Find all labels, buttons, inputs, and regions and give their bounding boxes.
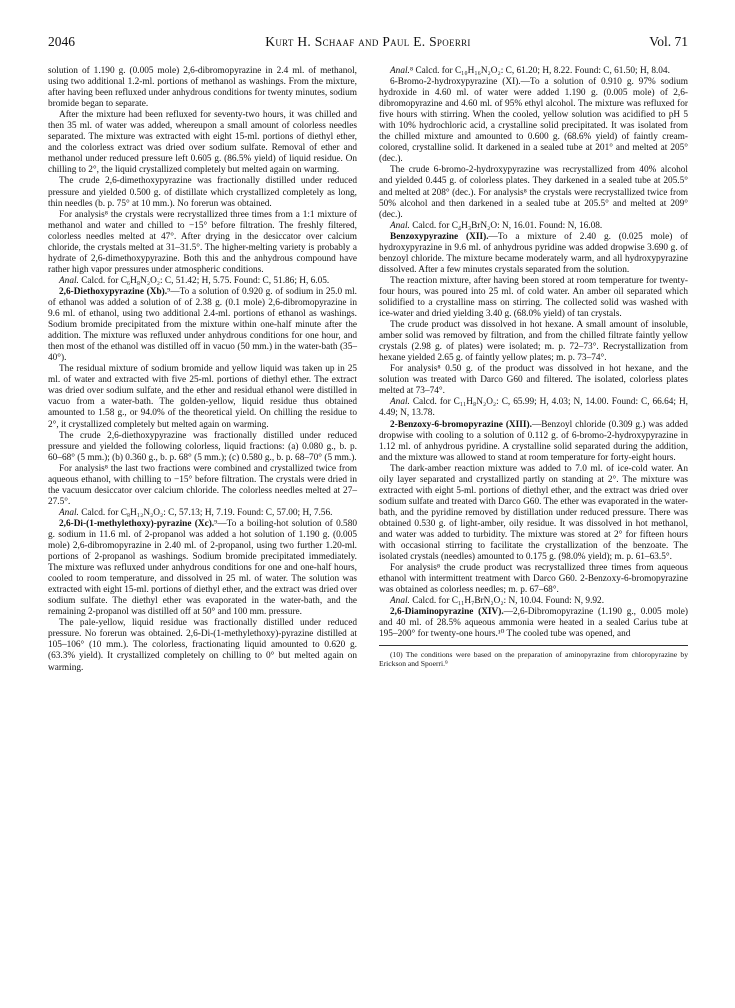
- paragraph: [379, 276, 688, 320]
- paragraph: [379, 563, 688, 596]
- paragraph-text: Calcd. for C₁₁H₇BrN₂O₂: N, 10.04. Found: N, 9.92.: [409, 596, 605, 607]
- paragraph-text: 6-Bromo-2-hydroxypyrazine (XI).—To a solution of 0.910 g. 97% sodium hydroxide in 4.60 ml. of water were added 1.190 g. (0.005 mole) of 2,6-dibromopyrazine and 4.60 ml. of 95% ethyl alcohol. The mixture was refluxed for five hours with stirring. When the cooled, yellow solution was acidified to pH 5 with 10% hydrochloric acid, a crystalline solid precipitated. It was isolated from the chilled mixture and amounted to 0.600 g. (68.6% yield) of faintly cream-colored, crystalline solid. It darkened in a sealed tube at 201° and melted at 205° (dec.).: [379, 77, 688, 165]
- compound-heading: 2,6-Di-(1-methylethoxy)-pyrazine (Xc).: [59, 518, 215, 529]
- paragraph: [48, 287, 357, 364]
- paragraph: [379, 607, 688, 640]
- page-number: 2046: [48, 34, 75, 49]
- paragraph: [48, 66, 357, 110]
- paragraph: [48, 364, 357, 430]
- footnote: [379, 645, 688, 668]
- volume-label: Vol. 71: [649, 34, 688, 49]
- analysis-label: Anal.: [59, 507, 79, 518]
- paragraph-text: After the mixture had been refluxed for seventy-two hours, it was chilled and then 35 ml. of water was added, whereupon a small amount of colorless needles separated. The mixture was extracted with eight 15-ml. portions of diethyl ether, and the colorless extract was dried over sodium sulfate. Removal of ether and methanol under reduced pressure left 0.605 g. (86.5% yield) of liquid residue. On chilling to 2°, the liquid crystallized completely but melted again on warming.: [48, 110, 357, 176]
- paragraph-text: —To a mixture of 2.40 g. (0.025 mole) of hydroxypyrazine in 9.6 ml. of anhydrous pyridine was added dropwise 3.690 g. of benzoyl chloride. The mixture became moderately warm, and all hydroxypyrazine dissolved. After a few minutes crystals separated from the solution.: [379, 231, 688, 275]
- paragraph: [379, 165, 688, 220]
- paragraph: [48, 176, 357, 209]
- paragraph: [379, 364, 688, 397]
- paragraph-text: Calcd. for C₈H₁₂N₂O₂: C, 57.13; H, 7.19. Found: C, 57.00; H, 7.56.: [78, 507, 333, 518]
- compound-heading: 2,6-Diethoxypyrazine (Xb).: [59, 286, 168, 297]
- paragraph: [379, 221, 688, 232]
- right-column: [379, 66, 688, 668]
- paragraph: [48, 210, 357, 276]
- left-column: [48, 66, 357, 674]
- paragraph: [48, 508, 357, 519]
- paragraph-text: For analysis⁸ the crystals were recrystallized three times from a 1:1 mixture of methanol and water and chilled to −15° before filtration. The freshly filtered, colorless needles melted at 47°. After drying in the desiccator over calcium chloride, the crystals melted at 31–31.5°. The higher-melting variety is probably a hydrate of 2,6-dimethoxypyrazine. Both this and the anhydrous compound have rather high vapor pressures under atmospheric conditions.: [48, 209, 357, 275]
- paragraph: [379, 464, 688, 563]
- paragraph-text: For analysis⁸ the crude product was recrystallized three times from aqueous ethanol with intermittent treatment with Darco G60. 2-Benzoxy-6-bromopyrazine was obtained as colorless needles; m. p. 67–68°.: [379, 563, 688, 596]
- paragraph-text: Calcd. for C₆H₈N₂O₂: C, 51.42; H, 5.75. Found: C, 51.86; H, 6.05.: [78, 275, 330, 286]
- paragraph: [48, 110, 357, 176]
- analysis-label: Anal.: [59, 275, 79, 286]
- paragraph-text: ⁸ Calcd. for C₁₀H₁₆N₂O₂: C, 61.20; H, 8.22. Found: C, 61.50; H, 8.04.: [409, 66, 670, 76]
- paragraph-text: For analysis⁸ 0.50 g. of the product was dissolved in hot hexane, and the solution was treated with Darco G60 and filtered. The isolated, colorless plates melted at 73–74°.: [379, 364, 688, 397]
- paragraph-text: The residual mixture of sodium bromide and yellow liquid was taken up in 25 ml. of water and extracted with five 25-ml. portions of diethyl ether. The extract was dried over sodium sulfate, and the ether and residual ethanol were distilled in vacuo from a water-bath. The golden-yellow, liquid residue thus obtained amounted to 1.58 g., or 94.0% of the theoretical yield. On chilling the residue to 2°, it crystallized completely but melted again on warming.: [48, 364, 357, 430]
- compound-heading: 2-Benzoxy-6-bromopyrazine (XIII).: [390, 419, 532, 430]
- paragraph: [48, 431, 357, 464]
- paragraph-text: The reaction mixture, after having been stored at room temperature for twenty-four hours, was poured into 25 ml. of cold water. An amber oil separated which solidified to a crystalline mass on stirring. The collected solid was washed with ice-water and dried yielding 3.40 g. (68.0% yield) of tan crystals.: [379, 275, 688, 320]
- analysis-label: Anal.: [390, 220, 410, 231]
- paragraph-text: The crude product was dissolved in hot hexane. A small amount of insoluble, amber solid was removed by filtration, and from the chilled filtrate faintly yellow crystals (2.98 g. of plates) were isolated; m. p. 72–73°. Recrystallization from hexane yielded 2.65 g. of faintly yellow plates; m. p. 73–74°.: [379, 320, 688, 364]
- paragraph-text: The pale-yellow, liquid residue was fractionally distilled under reduced pressure. No forerun was obtained. 2,6-Di-(1-methylethoxy)-pyrazine distilled at 105–106° (10 mm.). The colorless, fractionating liquid amounted to 0.620 g. (63.3% yield). It crystallized completely on chilling to 0° but melted again on warming.: [48, 618, 357, 673]
- paragraph: [379, 420, 688, 464]
- paragraph-text: Calcd. for C₁₁H₈N₂O₂: C, 65.99; H, 4.03; N, 14.00. Found: C, 66.64; H, 4.49; N, 13.78.: [379, 397, 688, 419]
- paragraph: [48, 276, 357, 287]
- paragraph-text: The crude 2,6-diethoxypyrazine was fractionally distilled under reduced pressure and yielded the following colorless, liquid fractions: (a) 0.080 g., b. p. 60–68° (5 mm.); (b) 0.360 g., b. p. 68° (5 mm.); (c) 0.580 g., b. p. 68–70° (5 mm.).: [48, 430, 357, 463]
- analysis-label: Anal.: [390, 66, 410, 76]
- running-header: [48, 34, 688, 54]
- paragraph: [379, 232, 688, 276]
- paragraph: [379, 320, 688, 364]
- paragraph: [48, 464, 357, 508]
- paragraph-text: Calcd. for C₄H₃BrN₂O: N, 16.01. Found: N, 16.08.: [409, 220, 603, 231]
- paragraph: [379, 77, 688, 165]
- running-head-authors: Kurt H. Schaaf and Paul E. Spoerri: [265, 34, 471, 49]
- compound-heading: Benzoxypyrazine (XII).: [390, 231, 489, 242]
- paragraph-text: —2,6-Dibromopyrazine (1.190 g., 0.005 mole) and 40 ml. of 28.5% aqueous ammonia were heated in a sealed Carius tube at 195–200° for twenty-one hours.¹⁰ The cooled tube was opened, and: [379, 607, 688, 640]
- paragraph-text: ⁹—To a solution of 0.920 g. of sodium in 25.0 ml. of ethanol was added a solution of of 2.38 g. (0.1 mole) 2,6-dibromopyrazine in 9.6 ml. of ethanol, using two additional 2.4-ml. portions of ethanol as washings. Sodium bromide precipitated from the mixture within one-half minute after the addition. The mixture was refluxed under anhydrous conditions for one hour, and then most of the ethanol was distilled off in vacuo (50 mm.) in the water-bath (35–40°).: [48, 286, 357, 364]
- paragraph-text: The dark-amber reaction mixture was added to 7.0 ml. of ice-cold water. An oily layer separated and crystallized partly on standing at 2°. The mixture was extracted with eight 5-ml. portions of diethyl ether, and the extract was dried over sodium sulfate and treated with Darco G60. The ether was evaporated in the water-bath, and the pyridine removed by distillation under reduced pressure. There was obtained 0.530 g. of light-amber, oily residue. It was dissolved in hot methanol, and water was added to turbidity. The mixture was stored at 2° for fifteen hours with occasional stirring to facilitate the crystallization of the benzoate. The isolated crystals (needles) amounted to 0.175 g. (98.0% yield); m. p. 61–63.5°.: [379, 463, 688, 563]
- compound-heading: 2,6-Diaminopyrazine (XIV).: [390, 607, 504, 618]
- analysis-label: Anal.: [390, 397, 410, 408]
- paragraph-text: The crude 6-bromo-2-hydroxypyrazine was recrystallized from 40% alcohol and yielded 0.445 g. of colorless plates. They darkened in a sealed tube at 205.5° and melted at 208° (dec.). For analysis⁸ the crystals were recrystallized twice from 50% alcohol and then darkened in a sealed tube at 205.5° and melted at 209° (dec.).: [379, 165, 688, 220]
- paragraph-text: solution of 1.190 g. (0.005 mole) 2,6-dibromopyrazine in 2.4 ml. of methanol, using two additional 1.2-ml. portions of methanol as washings. From the mixture, after having been refluxed under anhydrous conditions for twenty minutes, sodium bromide began to separate.: [48, 66, 357, 110]
- paragraph: [379, 596, 688, 607]
- paragraph-text: —Benzoyl chloride (0.309 g.) was added dropwise with cooling to a solution of 0.112 g. of 6-bromo-2-hydroxypyrazine in 1.12 ml. of anhydrous pyridine. A crystalline solid separated during the addition, and the mixture was allowed to stand at room temperature for forty-eight hours.: [379, 419, 688, 463]
- footnote-text: (10) The conditions were based on the preparation of aminopyrazine from chloropyrazine by Erickson and Spoerri.⁹: [379, 650, 688, 669]
- paragraph: [379, 66, 688, 77]
- analysis-label: Anal.: [390, 596, 410, 607]
- paragraph-text: The crude 2,6-dimethoxypyrazine was fractionally distilled under reduced pressure and yielded 0.500 g. of distillate which crystallized completely as long, thin needles (b. p. 75° at 10 mm.). No forerun was obtained.: [48, 176, 357, 209]
- paragraph-text: For analysis⁸ the last two fractions were combined and crystallized twice from aqueous ethanol, with chilling to −15° before filtration. The crystals were dried in the vacuum desiccator over calcium chloride. The colorless needles melted at 27–27.5°.: [48, 463, 357, 507]
- paragraph: [48, 618, 357, 673]
- paragraph-text: ⁹—To a boiling-hot solution of 0.580 g. sodium in 11.6 ml. of 2-propanol was added a hot solution of 1.190 g. (0.005 mole) 2,6-dibromopyrazine in 2.40 ml. of 2-propanol, using two further 1.20-ml. portions of 2-propanol as washings. Sodium bromide precipitated immediately. The mixture was refluxed under anhydrous conditions for one and one-half hours, cooled to room temperature, and dissolved in 25 ml. of water. The solution was extracted with eight 15-ml. portions of diethyl ether, and the extract was dried over sodium sulfate. The diethyl ether was evaporated in the water-bath, and the remaining 2-propanol was distilled off at 50° and 100 mm. pressure.: [48, 518, 357, 618]
- paragraph: [379, 397, 688, 419]
- paragraph: [48, 519, 357, 618]
